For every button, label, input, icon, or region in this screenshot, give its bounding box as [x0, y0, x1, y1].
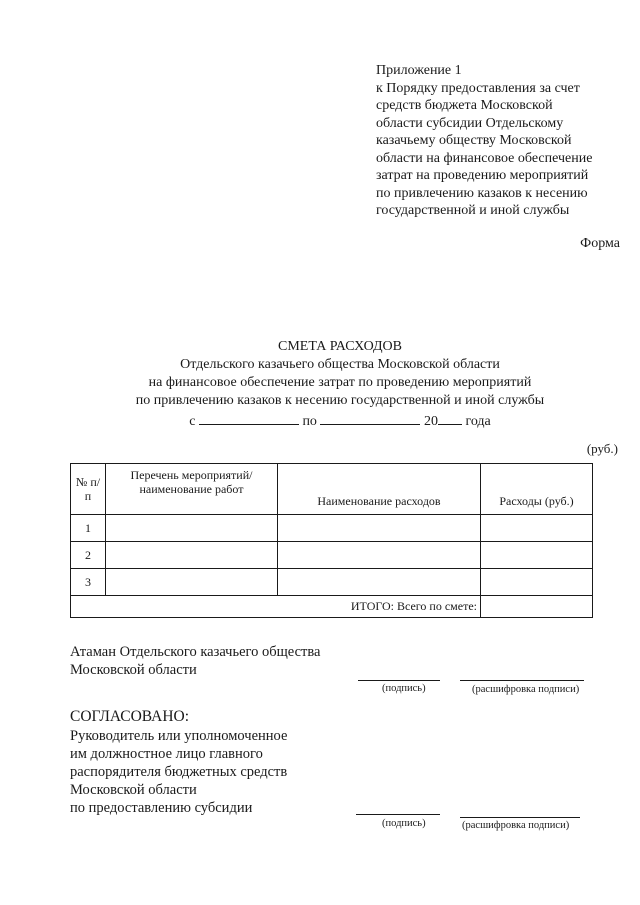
period-year-field[interactable]: [438, 410, 462, 425]
agreed-heading: СОГЛАСОВАНО:: [70, 708, 190, 725]
appendix-line: Приложение 1: [376, 63, 462, 78]
row-expense-cell[interactable]: [278, 569, 481, 596]
ataman-decode-caption: (расшифровка подписи): [472, 684, 580, 695]
title-line-3: по привлечению казаков к несению государственной и иной службы: [135, 393, 545, 408]
total-row: [71, 596, 593, 618]
row-amount-cell[interactable]: [481, 542, 593, 569]
document-title: [100, 338, 580, 431]
appendix-note: [376, 62, 636, 220]
period-year-suffix: года: [465, 414, 491, 429]
row-work-cell[interactable]: [106, 515, 278, 542]
table-row: [71, 515, 593, 542]
title-line-2: на финансовое обеспечение затрат по проведению мероприятий: [148, 375, 532, 390]
header-number: № п/п: [71, 464, 106, 515]
period-year-prefix: 20: [423, 414, 438, 429]
agreed-decode-line[interactable]: [460, 817, 580, 818]
row-expense-cell[interactable]: [278, 542, 481, 569]
header-expense-name: Наименование расходов: [278, 464, 481, 515]
title-line-1: Отдельского казачьего общества Московской области: [180, 357, 500, 372]
ataman-line: Атаман Отдельского казачьего общества: [70, 644, 321, 660]
header-amount: Расходы (руб.): [481, 464, 593, 515]
row-expense-cell[interactable]: [278, 515, 481, 542]
appendix-line: государственной и иной службы: [376, 203, 570, 218]
row-amount-cell[interactable]: [481, 569, 593, 596]
agreed-line: им должностное лицо главного: [70, 746, 263, 762]
agreed-line: распорядителя бюджетных средств: [70, 764, 288, 780]
row-work-cell[interactable]: [106, 542, 278, 569]
agreed-signature-caption: (подпись): [382, 818, 426, 829]
title-heading: СМЕТА РАСХОДОВ: [278, 339, 402, 354]
period-line: [100, 410, 580, 431]
estimate-table: [70, 463, 593, 618]
row-work-cell[interactable]: [106, 569, 278, 596]
agreed-line: Руководитель или уполномоченное: [70, 728, 288, 744]
appendix-line: средств бюджета Московской: [376, 98, 553, 113]
currency-note: (руб.): [586, 441, 618, 456]
table-header-row: [71, 464, 593, 515]
agreed-block: [70, 708, 287, 817]
appendix-line: по привлечению казаков к несению: [376, 185, 588, 201]
appendix-line: казачьему обществу Московской: [376, 133, 572, 148]
table-row: [71, 542, 593, 569]
header-works: Перечень мероприятий/ наименование работ: [106, 464, 278, 515]
period-to-field[interactable]: [320, 410, 420, 425]
agreed-signature-line[interactable]: [356, 814, 440, 815]
period-from-field[interactable]: [199, 410, 299, 425]
row-number: 3: [71, 569, 106, 596]
ataman-decode-line[interactable]: [460, 680, 584, 681]
row-amount-cell[interactable]: [481, 515, 593, 542]
table-row: [71, 569, 593, 596]
ataman-signature-caption: (подпись): [382, 683, 426, 694]
form-label: Форма: [580, 236, 620, 251]
ataman-signature-line[interactable]: [358, 680, 440, 681]
agreed-line: по предоставлению субсидии: [70, 800, 253, 816]
agreed-line: Московской области: [70, 782, 197, 798]
row-number: 1: [71, 515, 106, 542]
period-from-label: с: [189, 414, 196, 429]
appendix-line: к Порядку предоставления за счет: [376, 80, 580, 96]
row-number: 2: [71, 542, 106, 569]
appendix-line: области на финансовое обеспечение: [376, 150, 593, 166]
appendix-line: области субсидии Отдельскому: [376, 115, 564, 131]
agreed-decode-caption: (расшифровка подписи): [462, 820, 570, 831]
total-label: ИТОГО: Всего по смете:: [71, 596, 481, 618]
period-to-label: по: [302, 414, 317, 429]
appendix-line: затрат на проведению мероприятий: [376, 168, 589, 183]
total-value-cell[interactable]: [481, 596, 593, 618]
ataman-line: Московской области: [70, 662, 197, 678]
ataman-block: [70, 643, 320, 679]
